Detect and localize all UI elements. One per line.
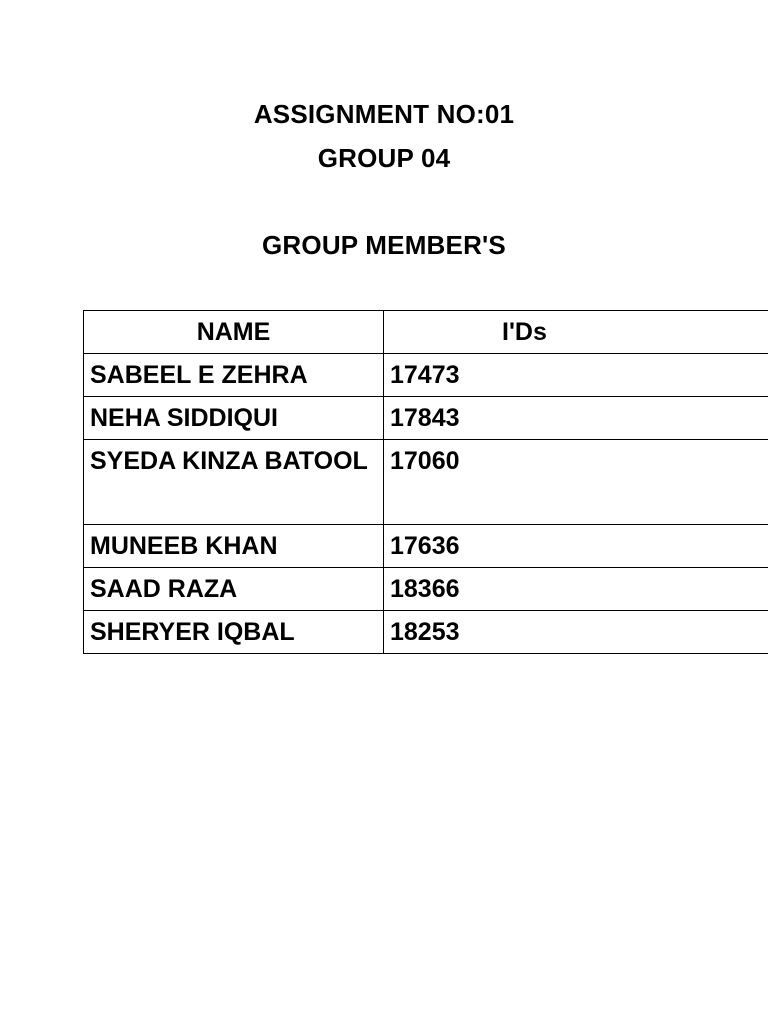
member-id: 18366 — [384, 568, 768, 611]
table-row — [84, 525, 768, 568]
table-row — [84, 354, 768, 397]
member-id: 17636 — [384, 525, 768, 568]
member-id: 17060 — [384, 440, 768, 525]
name-column-header: NAME — [84, 311, 384, 354]
id-column-header: I'Ds — [384, 311, 768, 354]
member-id: 18253 — [384, 611, 768, 654]
table-row — [84, 611, 768, 654]
group-number: GROUP 04 — [317, 143, 451, 173]
member-id: 17843 — [384, 397, 768, 440]
member-name: SHERYER IQBAL — [84, 611, 384, 654]
table-row — [84, 397, 768, 440]
member-id: 17473 — [384, 354, 768, 397]
member-name: SABEEL E ZEHRA — [84, 354, 384, 397]
table-row — [84, 568, 768, 611]
table-row — [84, 440, 768, 525]
assignment-title: ASSIGNMENT NO:01 — [253, 99, 515, 129]
table-header-row — [84, 311, 768, 354]
members-heading: GROUP MEMBER'S — [262, 230, 506, 260]
members-table — [83, 310, 768, 654]
member-name: NEHA SIDDIQUI — [84, 397, 384, 440]
member-name: SYEDA KINZA BATOOL — [84, 440, 384, 525]
member-name: MUNEEB KHAN — [84, 525, 384, 568]
member-name: SAAD RAZA — [84, 568, 384, 611]
